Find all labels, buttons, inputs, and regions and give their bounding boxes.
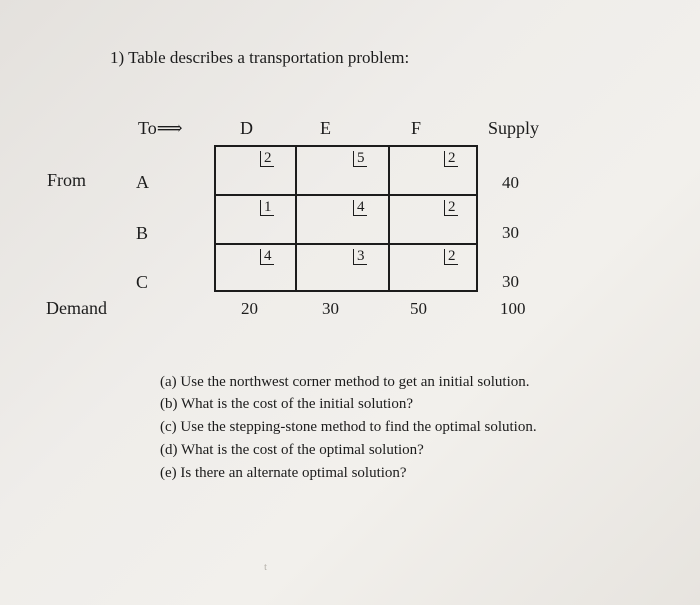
demand-d: 20 xyxy=(241,299,258,318)
cost-b-f: 2 xyxy=(444,200,458,216)
cost-c-e: 3 xyxy=(353,249,367,265)
row-label-b: B xyxy=(136,223,149,243)
question-e: (e) Is there an alternate optimal solution? xyxy=(160,465,407,481)
total-supply-demand: 100 xyxy=(500,299,526,318)
cost-a-f: 2 xyxy=(444,151,458,167)
cost-c-f: 2 xyxy=(444,249,458,265)
demand-f: 50 xyxy=(410,299,427,318)
question-c: (c) Use the stepping-stone method to find the optimal solution. xyxy=(160,419,537,435)
cost-a-e: 5 xyxy=(353,151,367,167)
question-b: (b) What is the cost of the initial solution? xyxy=(160,396,414,412)
from-label: From xyxy=(47,170,87,190)
demand-e: 30 xyxy=(322,299,339,318)
stray-pencil-mark: t xyxy=(264,561,268,573)
demand-label: Demand xyxy=(46,298,107,318)
supply-c: 30 xyxy=(502,272,519,291)
to-label: To⟹ xyxy=(138,118,183,138)
supply-header: Supply xyxy=(488,118,540,138)
cost-a-d: 2 xyxy=(260,151,274,167)
row-label-c: C xyxy=(136,272,149,292)
transport-grid xyxy=(214,145,478,292)
column-header-f: F xyxy=(411,118,422,138)
cost-c-d: 4 xyxy=(260,249,274,265)
problem-title: 1) Table describes a transportation problem: xyxy=(110,48,410,67)
supply-b: 30 xyxy=(502,223,519,242)
cost-b-d: 1 xyxy=(260,200,274,216)
row-label-a: A xyxy=(136,172,149,192)
column-header-d: D xyxy=(240,118,253,138)
question-d: (d) What is the cost of the optimal solution? xyxy=(160,442,424,458)
question-a: (a) Use the northwest corner method to get an initial solution. xyxy=(160,374,530,390)
cost-b-e: 4 xyxy=(353,200,367,216)
column-header-e: E xyxy=(320,118,331,138)
supply-a: 40 xyxy=(502,173,519,192)
